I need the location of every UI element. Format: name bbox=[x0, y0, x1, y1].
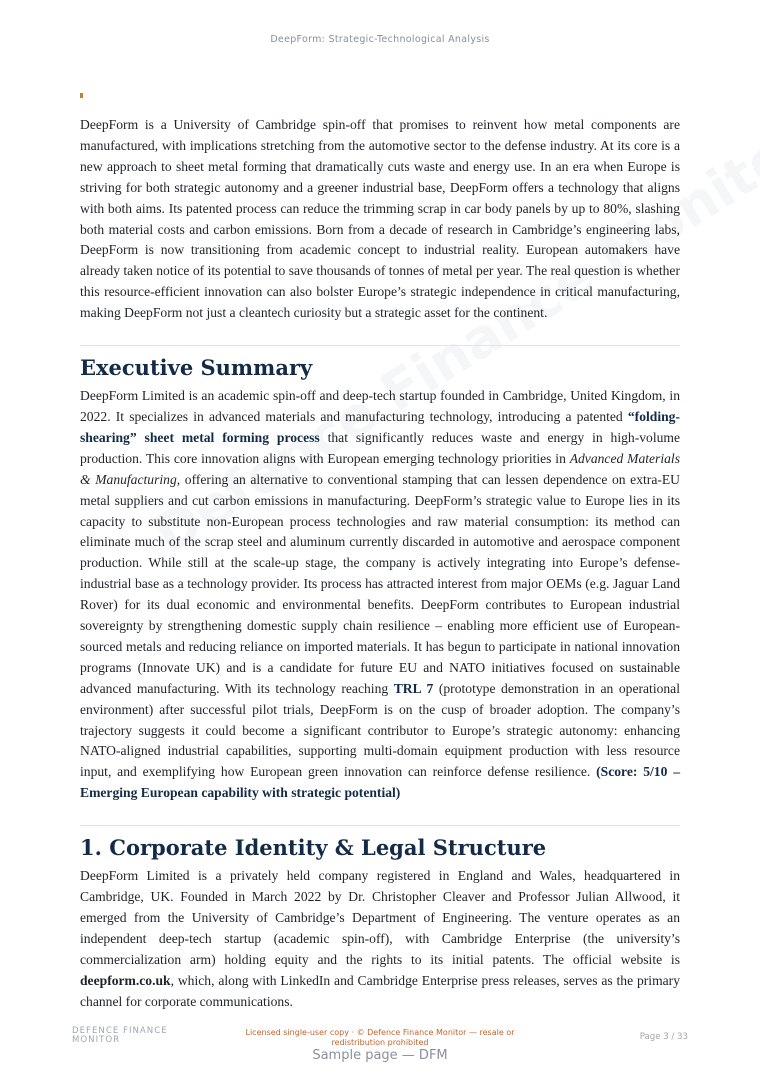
footer-license-notice: Licensed single-user copy · © Defence Finance Monitor — resale or redistribution prohibited bbox=[245, 1028, 515, 1047]
running-header: DeepForm: Strategic-Technological Analysis bbox=[270, 34, 490, 45]
main-content bbox=[80, 115, 680, 1013]
intro-paragraph: DeepForm is a University of Cambridge spin-off that promises to reinvent how metal components are manufactured, with implications stretching from the automotive sector to the defense industry. At its core is a new approach to sheet metal forming that dramatically cuts waste and energy use. In an era when Europe is striving for both strategic autonomy and a greener industrial base, DeepForm offers a technology that aligns with both aims. Its patented process can reduce the trimming scrap in car body panels by up to 80%, slashing both material costs and carbon emissions. Born from a decade of research in Cambridge’s engineering labs, DeepForm is now transitioning from academic concept to industrial reality. European automakers have already taken notice of its potential to save thousands of tonnes of metal per year. The real question is whether this resource-efficient innovation can also bolster Europe’s strategic independence in critical manufacturing, making DeepForm not just a cleantech curiosity but a strategic asset for the continent. bbox=[80, 117, 680, 321]
executive-summary-paragraph bbox=[80, 386, 680, 804]
executive-summary-heading: Executive Summary bbox=[80, 355, 313, 381]
page-number: Page 3 / 33 bbox=[639, 1032, 688, 1042]
text-run: , offering an alternative to conventional stamping that can lessen dependence on extra-EU metal suppliers and cut carbon emissions in manufacturing. DeepForm’s strategic value to Europe lies in its capacity to substitute non-European process technologies and raw material consumption: its method can eliminate much of the scrap steel and aluminum currently discarded in automotive and aerospace component production. While still at the scale-up stage, the company is actively integrating into Europe’s defense-industrial base as a technology provider. Its process has attracted interest from major OEMs (e.g. Jaguar Land Rover) for its dual economic and environmental benefits. DeepForm contributes to European industrial sovereignty by strengthening domestic supply chain resilience – enabling more efficient use of European-sourced metals and reducing reliance on imported materials. It has begun to participate in national innovation programs (Innovate UK) and is a candidate for future EU and NATO initiatives focused on sustainable advanced manufacturing. With its technology reaching bbox=[80, 471, 680, 696]
bold-term: “folding-shearing” sheet metal forming process bbox=[80, 408, 680, 445]
section-1-heading: 1. Corporate Identity & Legal Structure bbox=[80, 835, 547, 861]
text-run: DeepForm Limited is an academic spin-off and deep-tech startup founded in Cambridge, United Kingdom, in 2022. It specializes in advanced materials and manufacturing technology, introducing a patented bbox=[80, 388, 680, 424]
text-run: (prototype demonstration in an operational environment) after successful pilot trials, DeepForm is on the cusp of broader adoption. The company’s trajectory suggests it could become a significant contributor to Europe’s strategic autonomy: enhancing NATO-aligned industrial capabilities, supporting multi-domain equipment production with less resource input, and exemplifying how European green innovation can reinforce defense resilience. bbox=[80, 680, 680, 780]
bold-term: TRL 7 bbox=[393, 680, 434, 696]
section-divider bbox=[80, 345, 680, 346]
section-divider bbox=[80, 825, 680, 826]
footer-brand-line: MONITOR bbox=[72, 1035, 121, 1045]
footer-brand-line: DEFENCE FINANCE bbox=[72, 1026, 168, 1036]
website-name: deepform.co.uk bbox=[80, 972, 171, 988]
text-run: , which, along with LinkedIn and Cambridge Enterprise press releases, serves as the primary channel for corporate communications. bbox=[80, 972, 680, 1009]
section-1-paragraph bbox=[80, 866, 680, 1012]
sample-page-label: Sample page — DFM bbox=[312, 1048, 448, 1063]
footer-brand bbox=[72, 1027, 192, 1045]
italic-term: Advanced Materials & Manufacturing bbox=[80, 450, 680, 487]
text-run: DeepForm Limited is a privately held company registered in England and Wales, headquartered in Cambridge, UK. Founded in March 2022 by Dr. Christopher Cleaver and Professor Julian Allwood, it emerged from the University of Cambridge’s Department of Engineering. The venture operates as an independent deep-tech startup (academic spin-off), with Cambridge Enterprise (the university’s commercialization arm) holding equity and the rights to its initial patents. The official website is bbox=[80, 868, 680, 967]
section-marker bbox=[80, 93, 83, 98]
text-run: that significantly reduces waste and energy in high-volume production. This core innovation aligns with European emerging technology priorities in bbox=[80, 429, 680, 466]
score-statement: (Score: 5/10 – Emerging European capability with strategic potential) bbox=[80, 764, 680, 801]
